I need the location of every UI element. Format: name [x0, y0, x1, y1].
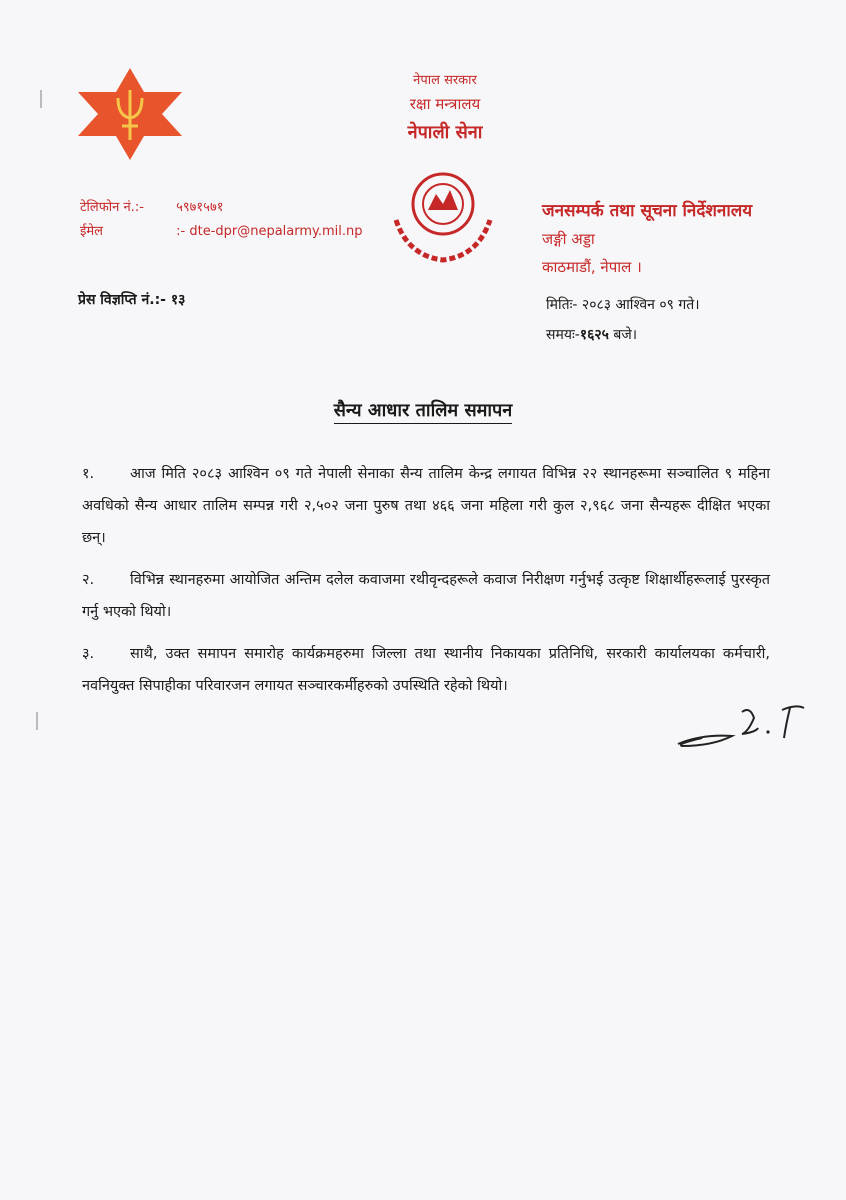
department-name: जनसम्पर्क तथा सूचना निर्देशनालय	[542, 201, 753, 221]
ministry-label: रक्षा मन्त्रालय	[409, 95, 481, 113]
margin-mark	[40, 90, 42, 108]
army-label: नेपाली सेना	[407, 122, 483, 143]
contact-block	[80, 196, 363, 244]
department-city: काठमाडौं, नेपाल ।	[542, 258, 642, 276]
paragraph-text: आज मिति २०८३ आश्विन ०९ गते नेपाली सेनाका सैन्य तालिम केन्द्र लगायत विभिन्न २२ स्थानहरूमा सञ्चालित ९ महिना अवधिको सैन्य आधार तालिम सम्पन्न गरी २,५०२ जना पुरुष तथा ४६६ जना महिला गरी कुल २,९६८ जना सैन्यहरू दीक्षित भएका छन्।	[82, 466, 770, 546]
paragraph-number: ३.	[82, 646, 95, 662]
email-label: ईमेल	[80, 224, 103, 239]
email-value: :- dte-dpr@nepalarmy.mil.np	[176, 224, 363, 239]
header-block	[370, 70, 520, 144]
page-title	[0, 398, 846, 422]
paragraph-number: २.	[82, 572, 95, 588]
phone-label: टेलिफोन नं.:-	[80, 200, 144, 215]
time-line	[546, 320, 700, 350]
date-text: मितिः- २०८३ आश्विन ०९ गते।	[546, 297, 700, 313]
paragraph	[82, 458, 770, 554]
govt-label: नेपाल सरकार	[413, 73, 477, 88]
page-title-text: सैन्य आधार तालिम समापन	[334, 400, 513, 424]
star-emblem-icon	[78, 68, 182, 160]
time-suffix: बजे।	[613, 327, 638, 343]
margin-mark	[36, 712, 38, 730]
paragraph-text: विभिन्न स्थानहरुमा आयोजित अन्तिम दलेल कवाजमा रथीवृन्दहरूले कवाज निरीक्षण गर्नुभई उत्कृष्ट शिक्षार्थीहरूलाई पुरस्कृत गर्नु भएको थियो।	[82, 572, 770, 620]
signature-icon	[672, 698, 812, 754]
department-block	[542, 198, 752, 277]
circular-seal-icon	[378, 160, 508, 270]
department-place: जङ्गी अड्डा	[542, 230, 595, 248]
dateline	[546, 290, 700, 350]
paragraph-text: साथै, उक्त समापन समारोह कार्यक्रमहरुमा जिल्ला तथा स्थानीय निकायका प्रतिनिधि, सरकारी कार्यालयका कर्मचारी, नवनियुक्त सिपाहीका परिवारजन लगायत सञ्चारकर्मीहरुको उपस्थिति रहेको थियो।	[82, 646, 770, 694]
paragraph	[82, 638, 770, 702]
paragraph	[82, 564, 770, 628]
paragraph-number: १.	[82, 466, 95, 482]
time-value: १६२५	[579, 327, 609, 343]
press-release-number: प्रेस विज्ञप्ति नं.:- १३	[78, 292, 186, 308]
phone-value: ५९७१५७१	[176, 200, 224, 215]
time-label: समयः-	[546, 327, 580, 343]
